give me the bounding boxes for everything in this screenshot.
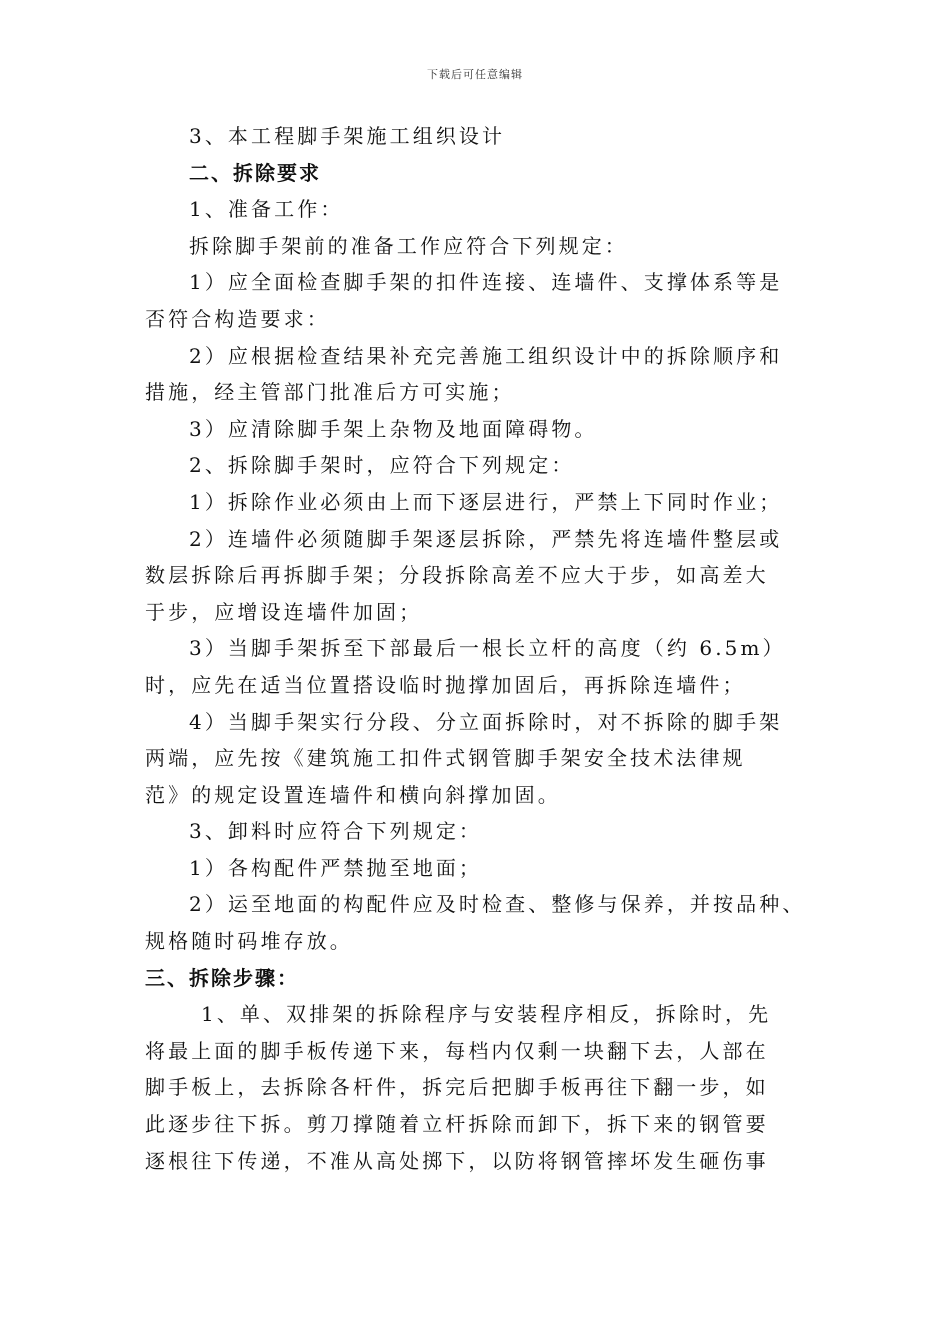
- paragraph-line: 2）运至地面的构配件应及时检查、整修与保养，并按品种、: [189, 892, 806, 917]
- paragraph-line: 拆除脚手架前的准备工作应符合下列规定：: [189, 233, 628, 258]
- paragraph-line: 2）应根据检查结果补充完善施工组织设计中的拆除顺序和: [189, 343, 783, 368]
- paragraph-line: 范》的规定设置连墙件和横向斜撑加固。: [145, 782, 561, 807]
- paragraph-line: 时，应先在适当位置搭设临时抛撑加固后，再拆除连墙件；: [145, 672, 746, 697]
- paragraph-line: 1）拆除作业必须由上而下逐层进行，严禁上下同时作业；: [189, 489, 783, 514]
- paragraph-line: 4）当脚手架实行分段、分立面拆除时，对不拆除的脚手架: [189, 709, 783, 734]
- section-heading: 二、拆除要求: [189, 160, 321, 185]
- paragraph-line: 1、准备工作：: [189, 197, 344, 222]
- paragraph-line: 否符合构造要求：: [145, 306, 330, 331]
- paragraph-line: 两端，应先按《建筑施工扣件式钢管脚手架安全技术法律规: [145, 746, 746, 771]
- paragraph-line: 规格随时码堆存放。: [145, 929, 353, 954]
- paragraph-line: 3、卸料时应符合下列规定：: [189, 819, 483, 844]
- paragraph-line: 3）当脚手架拆至下部最后一根长立杆的高度（约 6.5m）: [189, 636, 786, 661]
- paragraph-line: 数层拆除后再拆脚手架；分段拆除高差不应大于步，如高差大: [145, 563, 769, 588]
- paragraph-line: 3、本工程脚手架施工组织设计: [189, 124, 506, 148]
- paragraph-line: 逐根往下传递，不准从高处掷下，以防将钢管摔坏发生砸伤事: [145, 1148, 769, 1173]
- paragraph-line: 将最上面的脚手板传递下来，每档内仅剩一块翻下去，人部在: [145, 1038, 769, 1063]
- paragraph-line: 脚手板上，去拆除各杆件，拆完后把脚手板再往下翻一步，如: [145, 1075, 769, 1100]
- paragraph-line: 此逐步往下拆。剪刀撑随着立杆拆除而卸下，拆下来的钢管要: [145, 1112, 769, 1137]
- header-note: 下载后可任意编辑: [427, 68, 523, 81]
- document-body: [145, 118, 810, 1179]
- paragraph-line: 1）应全面检查脚手架的扣件连接、连墙件、支撑体系等是: [189, 270, 783, 295]
- paragraph-line: 1、单、双排架的拆除程序与安装程序相反，拆除时，先: [201, 1002, 772, 1027]
- paragraph-line: 3）应清除脚手架上杂物及地面障碍物。: [189, 416, 598, 441]
- paragraph-line: 2）连墙件必须随脚手架逐层拆除，严禁先将连墙件整层或: [189, 526, 783, 551]
- paragraph-line: 措施，经主管部门批准后方可实施；: [145, 380, 515, 405]
- paragraph-line: 1）各构配件严禁抛至地面；: [189, 855, 483, 880]
- section-heading: 三、拆除步骤：: [145, 965, 299, 990]
- paragraph-line: 于步，应增设连墙件加固；: [145, 599, 423, 624]
- paragraph-line: 2、拆除脚手架时，应符合下列规定：: [189, 453, 575, 478]
